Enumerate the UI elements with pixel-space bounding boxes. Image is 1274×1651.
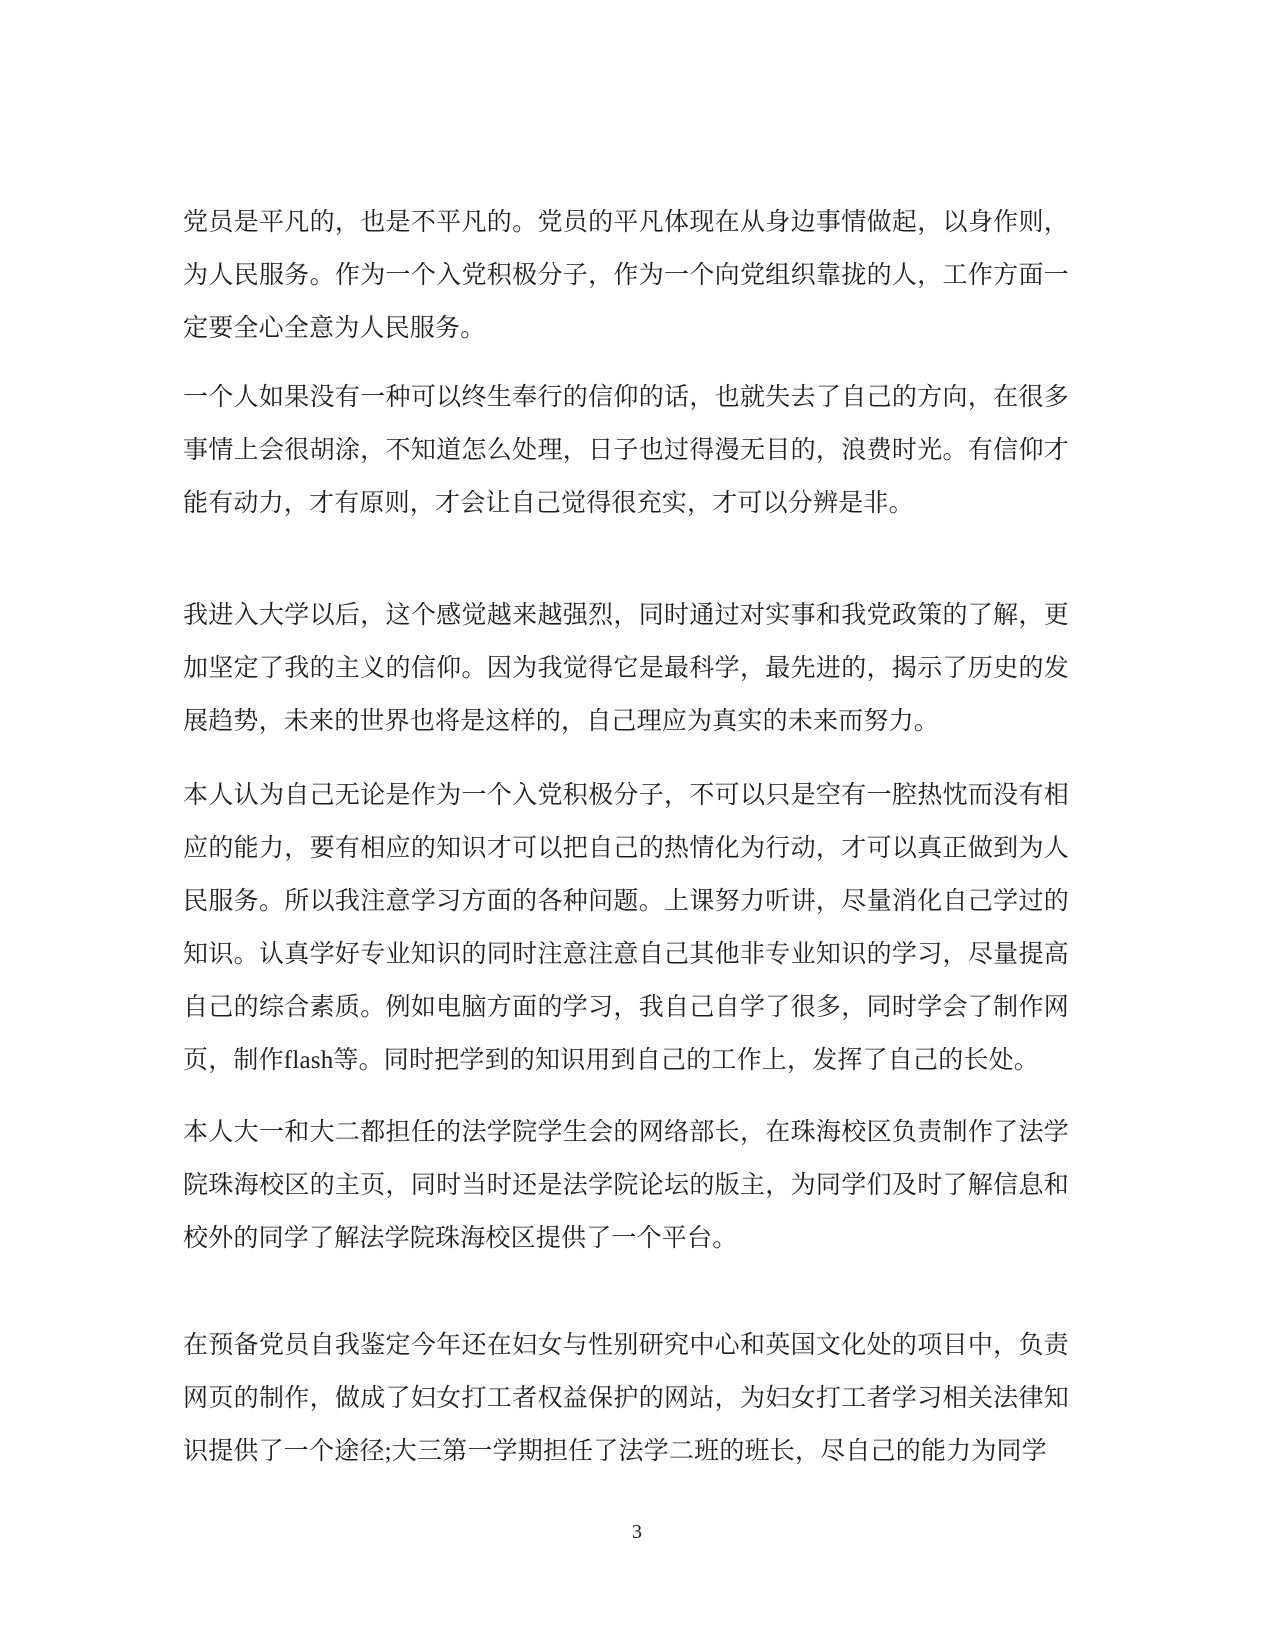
paragraph-1: 党员是平凡的，也是不平凡的。党员的平凡体现在从身边事情做起，以身作则，为人民服务。作为一个入党积极分子，作为一个向党组织靠拢的人，工作方面一定要全心全意为人民服务。 [183, 209, 1069, 342]
paragraph-4: 本人认为自己无论是作为一个入党积极分子，不可以只是空有一腔热忱而没有相应的能力，要有相应的知识才可以把自己的热情化为行动，才可以真正做到为人民服务。所以我注意学习方面的各种问题。上课努力听讲，尽量消化自己学过的知识。认真学好专业知识的同时注意注意自己其他非专业知识的学习，尽量提高自己的综合素质。例如电脑方面的学习，我自己自学了很多，同时学会了制作网页，制作flash等。同时把学到的知识用到自己的工作上，发挥了自己的长处。 [183, 782, 1069, 1074]
paragraph-6: 在预备党员自我鉴定今年还在妇女与性别研究中心和英国文化处的项目中，负责网页的制作，做成了妇女打工者权益保护的网站，为妇女打工者学习相关法律知识提供了一个途径;大三第一学期担任了法学二班的班长，尽自己的能力为同学 [183, 1332, 1069, 1465]
document-body [183, 196, 1069, 1478]
paragraph-2: 一个人如果没有一种可以终生奉行的信仰的话，也就失去了自己的方向，在很多事情上会很胡涂，不知道怎么处理，日子也过得漫无目的，浪费时光。有信仰才能有动力，才有原则，才会让自己觉得很充实，才可以分辨是非。 [183, 384, 1069, 517]
paragraph-5: 本人大一和大二都担任的法学院学生会的网络部长，在珠海校区负责制作了法学院珠海校区的主页，同时当时还是法学院论坛的版主，为同学们及时了解信息和校外的同学了解法学院珠海校区提供了一个平台。 [183, 1119, 1069, 1252]
paragraph-3: 我进入大学以后，这个感觉越来越强烈，同时通过对实事和我党政策的了解，更加坚定了我的主义的信仰。因为我觉得它是最科学，最先进的，揭示了历史的发展趋势，未来的世界也将是这样的，自己理应为真实的未来而努力。 [183, 602, 1069, 735]
page-number: 3 [632, 1521, 642, 1543]
